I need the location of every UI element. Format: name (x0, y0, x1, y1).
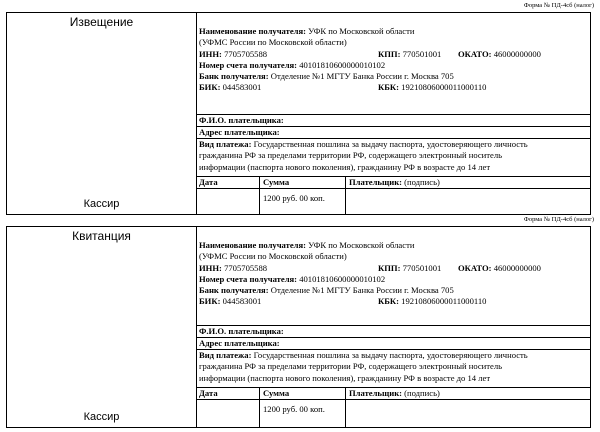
bank-label: Банк получателя: (199, 71, 269, 82)
bik-label: БИК: (199, 82, 221, 93)
notice-left-column (7, 13, 197, 214)
receipt-left-column (7, 227, 197, 427)
payer-address-row: Адрес плательщика: (196, 126, 590, 139)
form-number: Форма № ПД-4сб (налог) (523, 216, 594, 223)
kpp-value: 770501001 (402, 48, 442, 59)
account-value: 40101810600000010102 (299, 273, 386, 284)
bik-value: 044583001 (222, 82, 262, 93)
kpp-value: 770501001 (402, 262, 442, 273)
recipient-block (199, 230, 587, 340)
sum-label: Сумма (263, 388, 290, 398)
payer-label: Плательщик: (349, 388, 403, 398)
okato-value: 46000000000 (493, 262, 541, 273)
notice-slip (6, 12, 591, 215)
cashier-label: Кассир (83, 198, 120, 210)
recipient-name-label: Наименование получателя: (199, 240, 306, 250)
payment-purpose (196, 349, 590, 387)
amount-value: 1200 руб. 00 коп. (263, 193, 325, 203)
notice-details (196, 13, 590, 214)
sum-label: Сумма (263, 177, 290, 187)
bik-value: 044583001 (222, 296, 262, 307)
payer-address-row: Адрес плательщика: (196, 337, 590, 350)
inn-label: ИНН: (199, 262, 222, 273)
receipt-slip (6, 226, 591, 428)
bank-value: Отделение №1 МГТУ Банка России г. Москва 705 (270, 71, 454, 82)
slip-title: Извещение (69, 15, 134, 29)
purpose-label: Вид платежа: (199, 139, 252, 149)
recipient-block (199, 16, 587, 126)
kbk-value: 19210806000011000110 (401, 82, 487, 93)
signature-hint: (подпись) (404, 177, 440, 187)
account-value: 40101810600000010102 (299, 59, 386, 70)
date-label: Дата (199, 388, 218, 398)
payer-name-row: Ф.И.О. плательщика: (196, 325, 590, 338)
okato-label: ОКАТО: (458, 262, 492, 273)
inn-value: 7705705588 (224, 262, 268, 273)
kbk-value: 19210806000011000110 (401, 296, 487, 307)
sum-cell (260, 177, 346, 214)
inn-value: 7705705588 (224, 48, 268, 59)
kpp-label: КПП: (378, 262, 401, 273)
purpose-line1: Государственная пошлина за выдачу паспорта, удостоверяющего личность (253, 350, 528, 360)
kbk-label: КБК: (378, 296, 400, 307)
purpose-line2: гражданина РФ за пределами территории РФ, содержащего электронный носитель (199, 150, 503, 161)
purpose-line3: информации (паспорта нового поколения), гражданину РФ в возрасте до 14 лет (199, 372, 491, 383)
kpp-label: КПП: (378, 48, 401, 59)
purpose-line1: Государственная пошлина за выдачу паспорта, удостоверяющего личность (253, 139, 528, 149)
okato-value: 46000000000 (493, 48, 541, 59)
receipt-details (196, 227, 590, 427)
bik-label: БИК: (199, 296, 221, 307)
bank-value: Отделение №1 МГТУ Банка России г. Москва 705 (270, 285, 454, 296)
recipient-name-line2: (УФМС России по Московской области) (199, 251, 347, 262)
payment-table (196, 176, 590, 214)
date-cell (196, 388, 260, 427)
bank-label: Банк получателя: (199, 285, 269, 296)
inn-label: ИНН: (199, 48, 222, 59)
recipient-name-value: УФК по Московской области (308, 240, 415, 250)
recipient-name-line2: (УФМС России по Московской области) (199, 37, 347, 48)
date-label: Дата (199, 177, 218, 187)
recipient-name-label: Наименование получателя: (199, 26, 306, 36)
payer-signature-cell (346, 177, 590, 214)
account-label: Номер счета получателя: (199, 59, 298, 70)
form-number: Форма № ПД-4сб (налог) (523, 2, 594, 9)
amount-value: 1200 руб. 00 коп. (263, 404, 325, 414)
payer-name-row: Ф.И.О. плательщика: (196, 114, 590, 127)
payer-signature-cell (346, 388, 590, 427)
purpose-label: Вид платежа: (199, 350, 252, 360)
okato-label: ОКАТО: (458, 48, 492, 59)
sum-cell (260, 388, 346, 427)
signature-hint: (подпись) (404, 388, 440, 398)
recipient-name-value: УФК по Московской области (308, 26, 415, 36)
slip-title: Квитанция (72, 229, 131, 243)
payer-label: Плательщик: (349, 177, 403, 187)
purpose-line3: информации (паспорта нового поколения), гражданину РФ в возрасте до 14 лет (199, 161, 491, 172)
cashier-label: Кассир (83, 411, 120, 423)
purpose-line2: гражданина РФ за пределами территории РФ, содержащего электронный носитель (199, 361, 503, 372)
date-cell (196, 177, 260, 214)
account-label: Номер счета получателя: (199, 273, 298, 284)
kbk-label: КБК: (378, 82, 400, 93)
payment-table (196, 387, 590, 427)
payment-purpose (196, 138, 590, 176)
